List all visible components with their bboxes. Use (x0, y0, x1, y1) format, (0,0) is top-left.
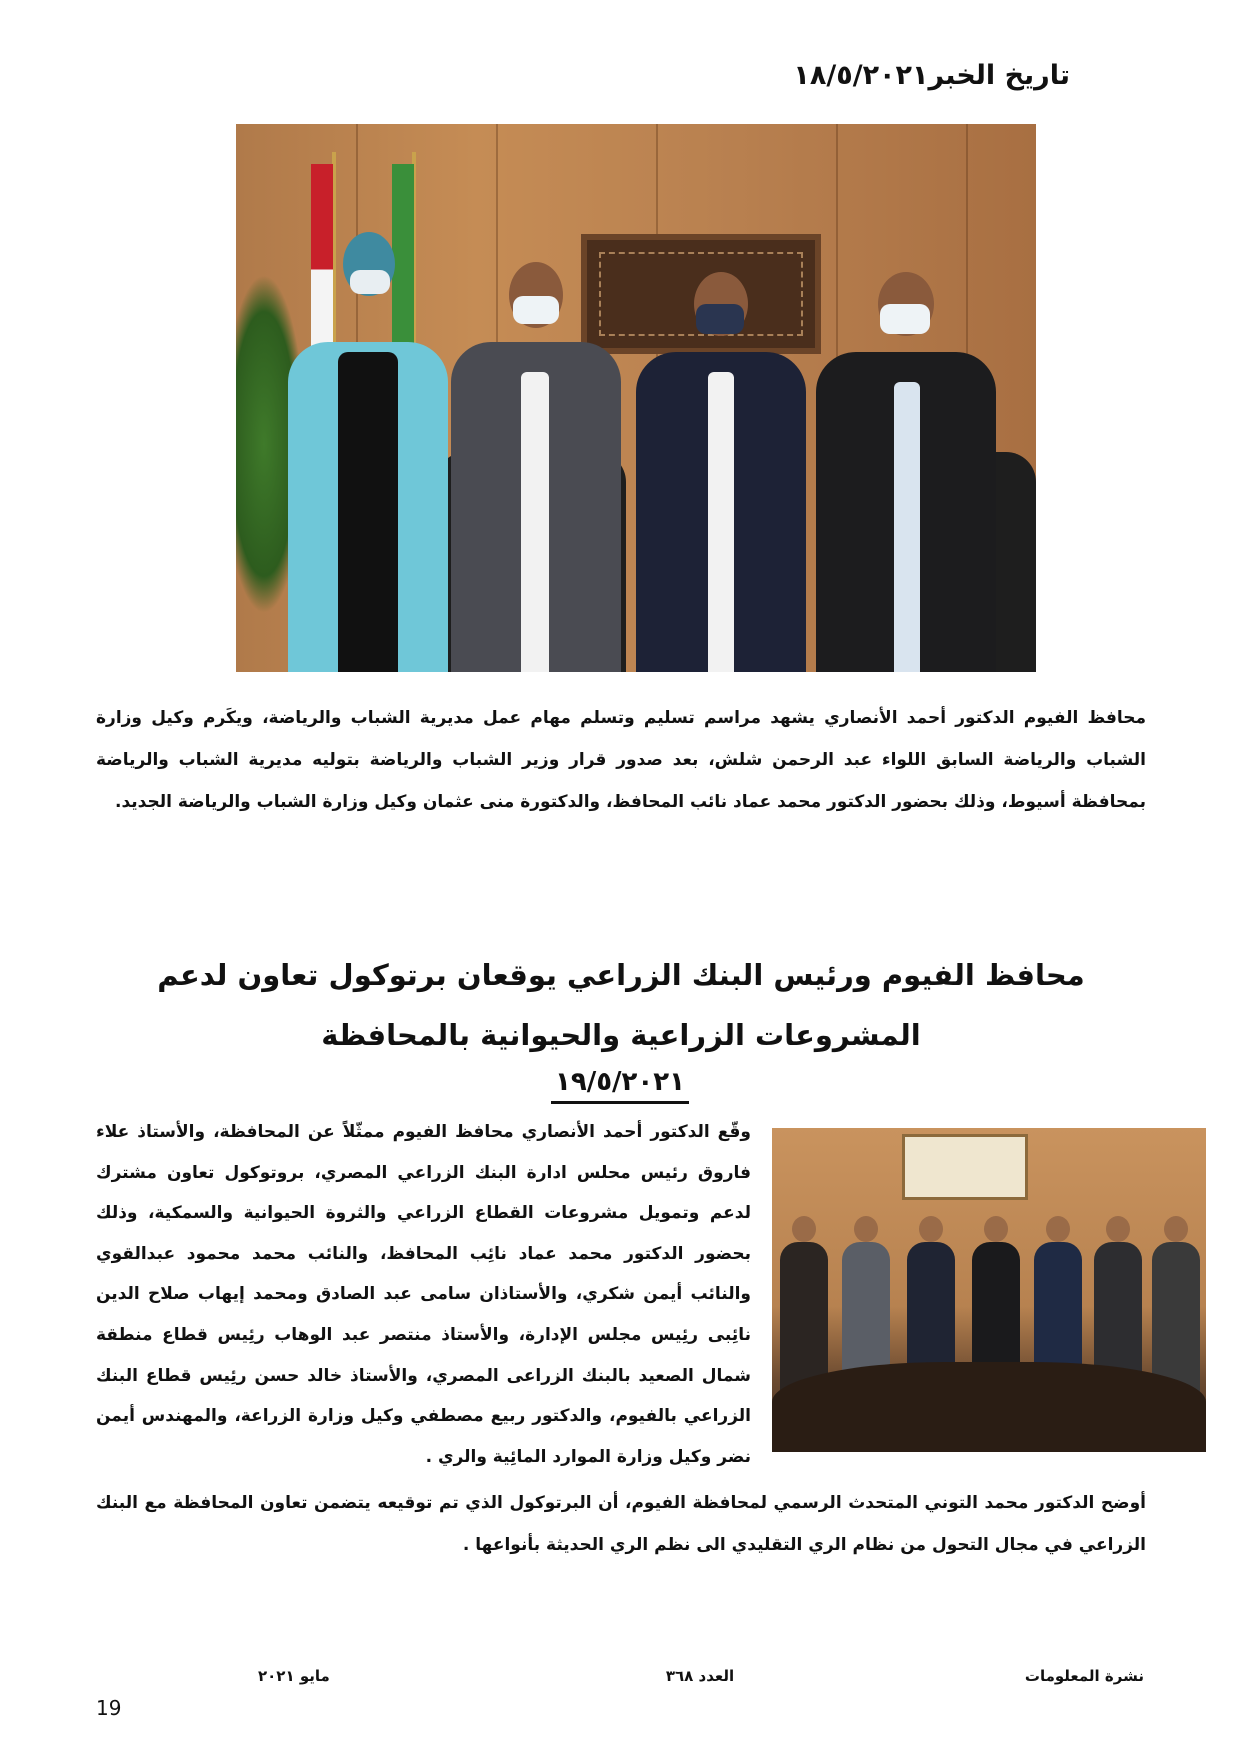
news-date-header: تاريخ الخبر١٨/٥/٢٠٢١ (793, 60, 1070, 91)
article-title: محافظ الفيوم ورئيس البنك الزراعي يوقعان برتوكول تعاون لدعم المشروعات الزراعية والحيوانية بالمحافظة (157, 958, 1085, 1052)
page-number: 19 (96, 1696, 122, 1720)
article-date-text: ١٩/٥/٢٠٢١ (551, 1067, 689, 1104)
article-body-paragraph-2: أوضح الدكتور محمد التوني المتحدث الرسمي لمحافظة الفيوم، أن البرتوكول الذي تم توقيعه يتضمن تعاون المحافظة مع البنك الزراعي في مجال التحول من نظام الري التقليدي الى نظم الري الحديثة بأنواعها . (96, 1493, 1146, 1555)
group-photo-1 (236, 124, 1036, 672)
group-photo-2 (772, 1128, 1206, 1452)
footer-publication-title: نشرة المعلومات (1024, 1667, 1144, 1685)
article-date (0, 1067, 1240, 1097)
photo-1-caption: محافظ الفيوم الدكتور أحمد الأنصاري يشهد مراسم تسليم وتسلم مهام عمل مديرية الشباب والرياضة، ويكَرم وكيل وزارة الشباب والرياضة السابق اللواء عبد الرحمن شلش، بعد صدور قرار وزير الشباب والرياضة بتوليه مديرية الشباب والرياضة بمحافظة أسيوط، وذلك بحضور الدكتور محمد عماد نائب المحافظ، والدكتورة منى عثمان وكيل وزارة الشباب والرياضة الجديد. (96, 708, 1146, 812)
footer-issue-month: مايو ٢٠٢١ (258, 1667, 330, 1685)
footer-issue-number: العدد ٣٦٨ (665, 1667, 735, 1685)
article-body-paragraph-1: وقّع الدكتور أحمد الأنصاري محافظ الفيوم ممثّلاً عن المحافظة، والأستاذ علاء فاروق رئيس محلس ادارة البنك الزراعي المصري، بروتوكول تعاون مشترك لدعم وتمويل مشروعات القطاع الزراعي والثروة الحيوانية والسمكية، وذلك بحضور الدكتور محمد عماد نائِب المحافظ، والنائب محمد محمود عبدالقوي والنائب أيمن شكري، والأستاذان سامى عبد الصادق ومحمد إيهاب صلاح الدين نائِبى رئِيس مجلس الإدارة، والأستاذ منتصر عبد الوهاب رئِيس قطاع منطقة شمال الصعيد بالبنك الزراعى المصري، والأستاذ خالد حسن رئِيس قطاع البنك الزراعي بالفيوم، والدكتور ربيع مصطفي وكيل وزارة الزراعة، والمهندس أيمن نضر وكيل وزارة الموارد المائِية والري . (96, 1122, 751, 1467)
